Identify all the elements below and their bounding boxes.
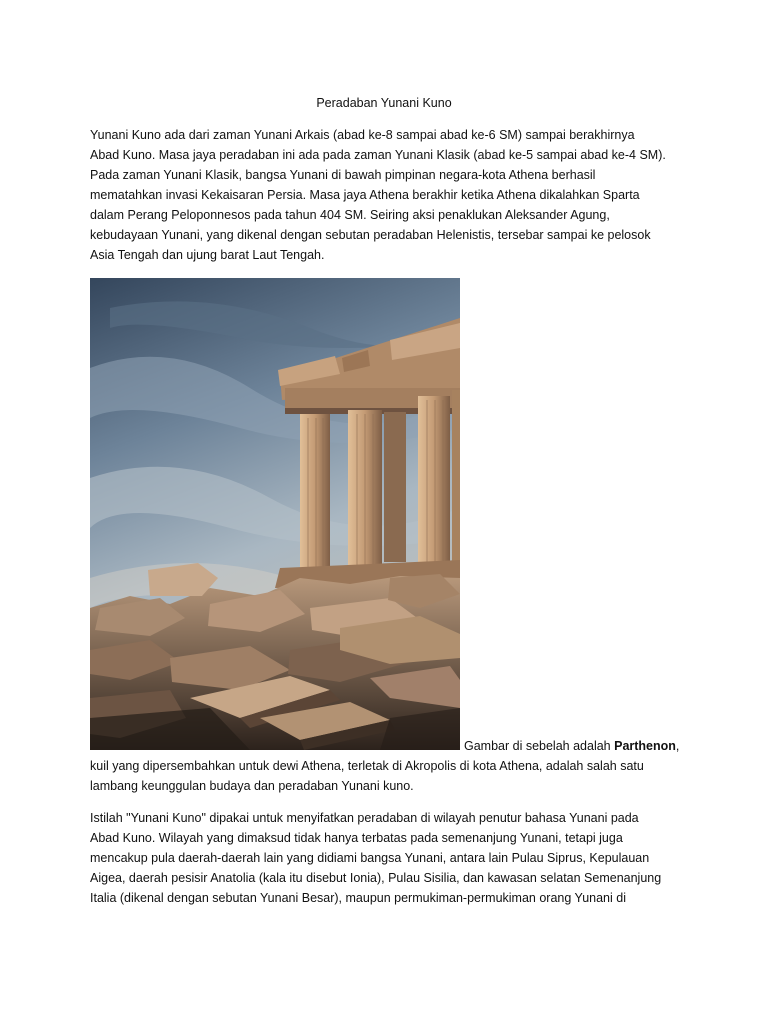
text-line: Pada zaman Yunani Klasik, bangsa Yunani di bawah pimpinan negara-kota Athena berhasil bbox=[90, 168, 596, 182]
paragraph-definition bbox=[90, 808, 690, 908]
text-line: Asia Tengah dan ujung barat Laut Tengah. bbox=[90, 248, 325, 262]
image-caption-first-line bbox=[464, 736, 679, 756]
text-line: Abad Kuno. Wilayah yang dimaksud tidak hanya terbatas pada semenanjung Yunani, tetapi juga bbox=[90, 831, 623, 845]
text-line: Aigea, daerah pesisir Anatolia (kala itu disebut Ionia), Pulau Sisilia, dan kawasan selatan Semenanjung bbox=[90, 871, 662, 885]
paragraph-intro bbox=[90, 125, 690, 265]
caption-prefix: Gambar di sebelah adalah bbox=[464, 739, 615, 753]
text-line: mencakup pula daerah-daerah lain yang didiami bangsa Yunani, antara lain Pulau Siprus, Kepulauan bbox=[90, 851, 650, 865]
text-line: kebudayaan Yunani, yang dikenal dengan sebutan peradaban Helenistis, tersebar sampai ke pelosok bbox=[90, 228, 651, 242]
document-title: Peradaban Yunani Kuno bbox=[316, 96, 452, 110]
text-line: kuil yang dipersembahkan untuk dewi Athena, terletak di Akropolis di kota Athena, adalah salah satu bbox=[90, 759, 644, 773]
text-line: Abad Kuno. Masa jaya peradaban ini ada pada zaman Yunani Klasik (abad ke-5 sampai abad ke-4 SM). bbox=[90, 148, 666, 162]
text-line: Italia (dikenal dengan sebutan Yunani Besar), maupun permukiman-permukiman orang Yunani di bbox=[90, 891, 626, 905]
text-line: dalam Perang Peloponnesos pada tahun 404 SM. Seiring aksi penaklukan Aleksander Agung, bbox=[90, 208, 610, 222]
caption-suffix: , bbox=[675, 739, 680, 753]
text-line: mematahkan invasi Kekaisaran Persia. Masa jaya Athena berakhir ketika Athena dikalahkan Sparta bbox=[90, 188, 640, 202]
image-caption-continuation bbox=[90, 756, 644, 796]
text-line: Yunani Kuno ada dari zaman Yunani Arkais (abad ke-8 sampai abad ke-6 SM) sampai berakhirnya bbox=[90, 128, 635, 142]
text-line: Istilah "Yunani Kuno" dipakai untuk menyifatkan peradaban di wilayah penutur bahasa Yunani pada bbox=[90, 811, 639, 825]
text-line: lambang keunggulan budaya dan peradaban Yunani kuno. bbox=[90, 779, 414, 793]
caption-bold-term: Parthenon bbox=[614, 739, 676, 753]
parthenon-photo bbox=[90, 278, 460, 750]
